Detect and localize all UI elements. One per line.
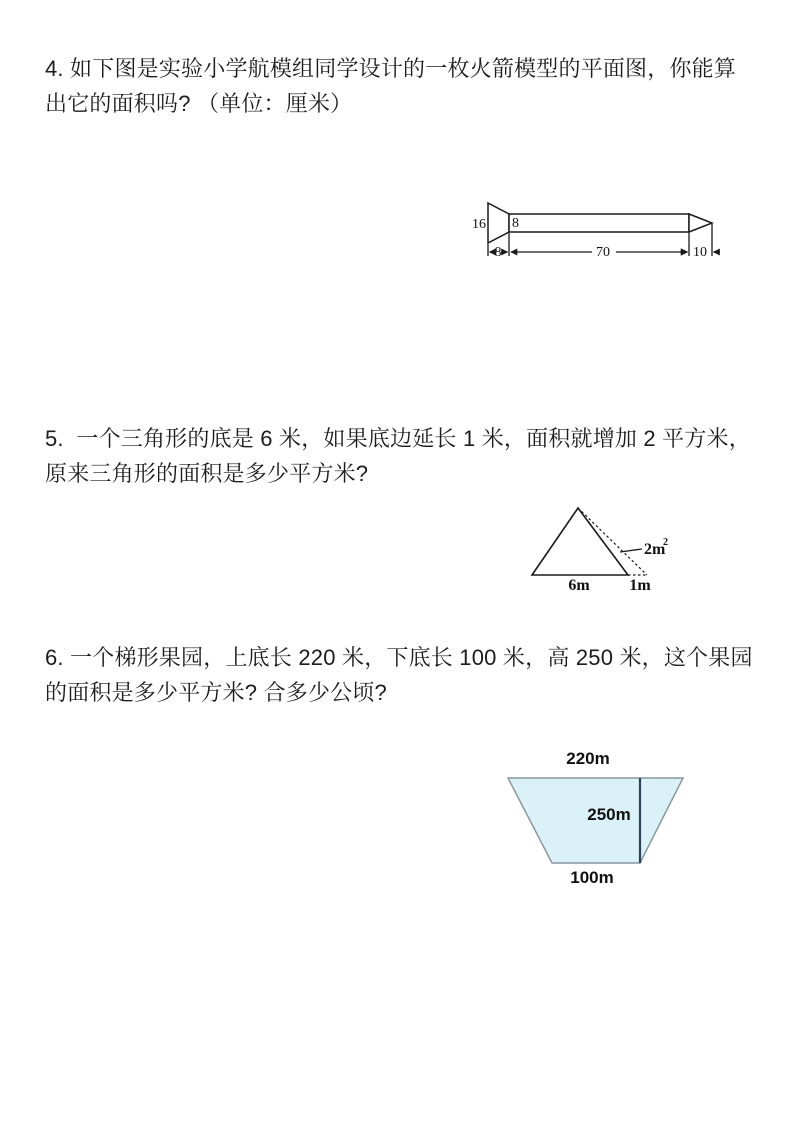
problem-5-line-1: 5. 一个三角形的底是 6 米，如果底边延长 1 米，面积就增加 2 平方米， bbox=[45, 426, 751, 451]
rocket-diagram bbox=[470, 195, 740, 265]
problem-6-line-2: 的面积是多少平方米? 合多少公顷? bbox=[45, 680, 387, 705]
rocket-body-height-label: 8 bbox=[512, 216, 519, 231]
problem-4 bbox=[45, 51, 751, 121]
triangle-base-label: 6m bbox=[568, 577, 590, 594]
rocket-body-shape bbox=[509, 214, 689, 232]
problem-6 bbox=[45, 640, 751, 710]
rocket-nose-length-label: 10 bbox=[693, 245, 707, 260]
rocket-fin-shape bbox=[488, 203, 509, 243]
triangle-shape bbox=[532, 508, 628, 575]
problem-4-line-1: 4. 如下图是实验小学航模组同学设计的一枚火箭模型的平面图，你能算 bbox=[45, 56, 737, 81]
rocket-fin-height-label: 16 bbox=[472, 217, 486, 232]
problem-4-line-2: 出它的面积吗? （单位：厘米） bbox=[45, 91, 353, 116]
rocket-fin-width-label: 8 bbox=[494, 245, 502, 260]
added-area-leader-line bbox=[620, 549, 642, 552]
trapezoid-top-label: 220m bbox=[566, 749, 610, 768]
trapezoid-bottom-label: 100m bbox=[570, 868, 614, 887]
trapezoid-diagram bbox=[495, 745, 700, 895]
problem-5 bbox=[45, 421, 751, 491]
problem-6-line-1: 6. 一个梯形果园，上底长 220 米，下底长 100 米，高 250 米，这个果园 bbox=[45, 645, 753, 670]
triangle-extension-label: 1m bbox=[629, 577, 651, 594]
added-area-exponent: 2 bbox=[663, 537, 668, 548]
rocket-nose-shape bbox=[689, 214, 712, 232]
rocket-body-length-label: 70 bbox=[596, 245, 610, 260]
trapezoid-height-label: 250m bbox=[587, 805, 631, 824]
added-area-label: 2m bbox=[644, 541, 666, 558]
triangle-diagram bbox=[520, 500, 680, 595]
problem-5-line-2: 原来三角形的面积是多少平方米? bbox=[45, 461, 369, 486]
